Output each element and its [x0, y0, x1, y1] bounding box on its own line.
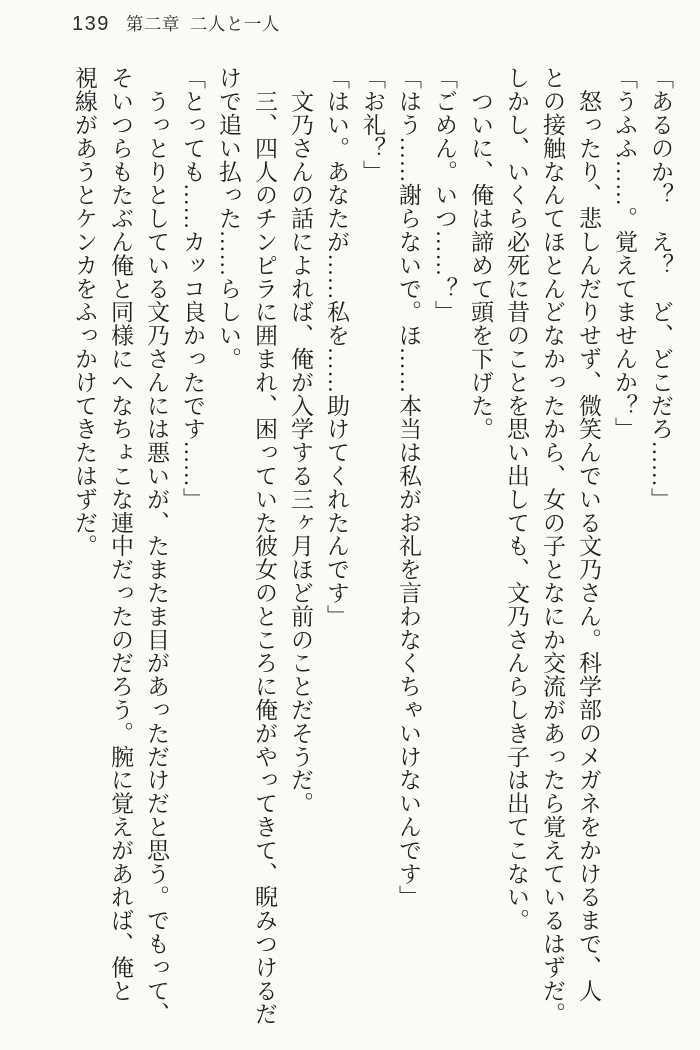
chapter-title: 二人と一人 [189, 14, 280, 34]
text-column: けで追い払った……らしい。 [216, 66, 241, 371]
text-column: 「とっても……カッコ良かったです……」 [180, 66, 205, 511]
text-column: 三、四人のチンピラに囲まれ、困っていた彼女のところに俺がやってきて、睨みつけるだ [252, 66, 277, 1026]
running-head [72, 11, 280, 36]
text-column: 「うふふ……。覚えてませんか？」 [612, 66, 637, 441]
text-column: 怒ったり、悲しんだりせず、微笑んでいる文乃さん。科学部のメガネをかけるまで、人 [576, 66, 601, 1002]
text-column: 「はう……謝らないで。ほ……本当は私がお礼を言わなくちゃいけないんです」 [396, 66, 421, 909]
body-text-block [66, 66, 678, 1050]
text-column: 「はい。あなたが……私を……助けてくれたんです」 [324, 66, 349, 628]
text-column: 文乃さんの話によれば、俺が入学する三ヶ月ほど前のことだそうだ。 [288, 66, 313, 815]
text-column: 「お礼？」 [360, 66, 385, 183]
text-column: 「あるのか？ え？ ど、どこだろ……」 [648, 66, 673, 511]
text-column: うっとりとしている文乃さんには悪いが、たまたま目があっただけだと思う。でもって、 [144, 66, 169, 1026]
text-column: との接触なんてほとんどなかったから、女の子となにか交流があったら覚えているはずだ。 [540, 66, 565, 1026]
page-number: 139 [72, 13, 110, 35]
text-column: 「ごめん。いつ……？」 [432, 66, 457, 324]
text-column: そいつらもたぶん俺と同様にへなちょこな連中だったのだろう。腕に覚えがあれば、俺と [108, 66, 133, 1002]
chapter-number: 第二章 [125, 14, 180, 34]
text-column: ついに、俺は諦めて頭を下げた。 [468, 66, 493, 441]
text-column: しかし、いくら必死に昔のことを思い出しても、文乃さんらしき子は出てこない。 [504, 66, 529, 932]
text-column: 視線があうとケンカをふっかけてきたはずだ。 [72, 66, 97, 558]
